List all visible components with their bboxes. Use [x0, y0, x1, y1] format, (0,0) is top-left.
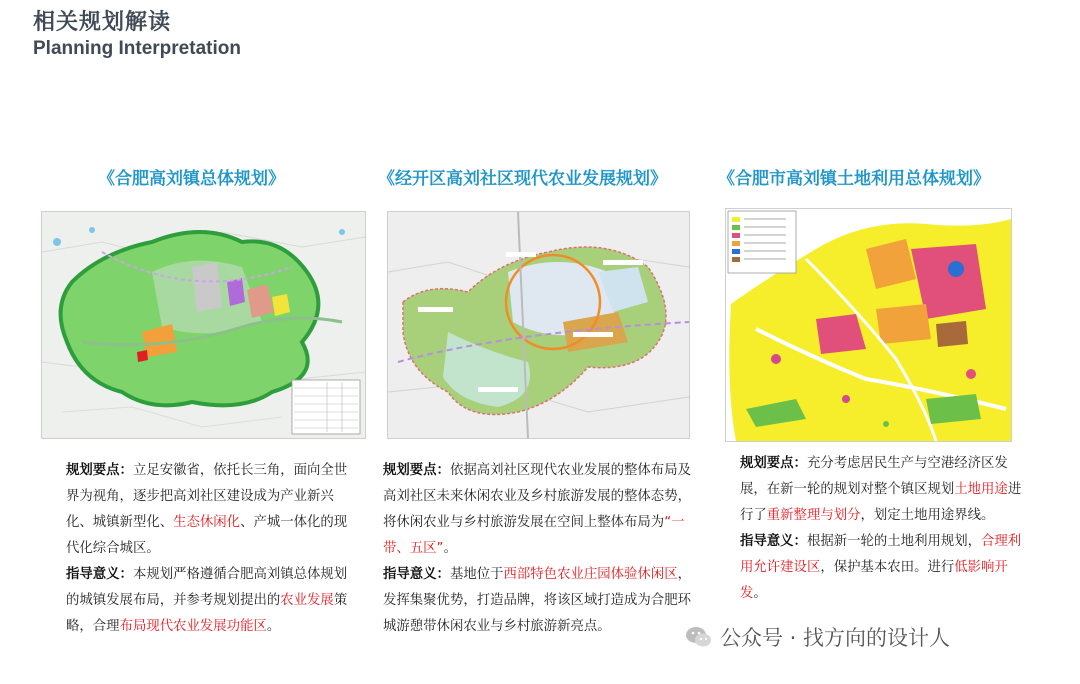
column-2-text — [383, 458, 693, 640]
guidance-label: 指导意义： — [66, 567, 133, 582]
column-1-text — [66, 458, 353, 640]
highlight-text: 西部特色农业庄园体验休闲区 — [503, 567, 678, 582]
text-span: ，保护基本农田。进行 — [820, 560, 955, 575]
key-points-2 — [383, 458, 693, 562]
key-points-3 — [740, 451, 1022, 529]
text-span: 策略，合理 — [66, 593, 348, 634]
key-points-label: 规划要点： — [740, 456, 807, 471]
wechat-icon — [684, 622, 714, 652]
agriculture-plan-map — [387, 211, 690, 439]
highlight-text: 重新整理与划分 — [766, 508, 861, 523]
highlight-text: 合理利用允许建设区 — [740, 534, 1022, 575]
column-title-3: 《合肥市高刘镇土地利用总体规划》 — [718, 169, 990, 189]
text-span: 进行了 — [740, 482, 1022, 523]
highlight-text: 农业发展 — [280, 593, 334, 608]
column-title-1: 《合肥高刘镇总体规划》 — [98, 169, 285, 189]
guidance-label: 指导意义： — [383, 567, 450, 582]
highlight-text: 布局现代农业发展功能区 — [119, 619, 267, 634]
highlight-text: 低影响开发 — [740, 560, 1008, 601]
guidance-2 — [383, 562, 693, 640]
text-span: 本规划严格遵循合肥高刘镇总体规划的城镇发展布局，并参考规划提出的 — [66, 567, 348, 608]
guidance-3 — [740, 529, 1022, 607]
text-span: 。 — [266, 619, 281, 634]
column-title-2: 《经开区高刘社区现代农业发展规划》 — [378, 169, 667, 189]
text-span: 充分考虑居民生产与空港经济区发展，在新一轮的规划对整个镇区规划 — [740, 456, 1008, 497]
text-span: 。 — [753, 586, 767, 601]
text-span: 基地位于 — [449, 567, 504, 582]
text-span: 根据新一轮的土地利用规划， — [806, 534, 982, 549]
key-points-label: 规划要点： — [66, 463, 133, 478]
text-span: 立足安徽省，依托长三角，面向全世界为视角，逐步把高刘社区建设成为产业新兴化、城镇新型化、 — [66, 463, 348, 530]
page-subtitle: Planning Interpretation — [33, 38, 241, 59]
text-span: 、产城一体化的现代化综合城区。 — [66, 515, 348, 556]
watermark-text: 公众号 · 找方向的设计人 — [720, 626, 951, 650]
key-points-label: 规划要点： — [383, 463, 450, 478]
page-title: 相关规划解读 — [33, 10, 172, 35]
guidance-label: 指导意义： — [740, 534, 807, 549]
text-span: 依据高刘社区现代农业发展的整体布局及高刘社区未来休闲农业及乡村旅游发展的整体态势，将休闲农业与乡村旅游发展在空间上整体布局为 — [383, 463, 691, 530]
land-use-map — [725, 208, 1012, 442]
text-span: ，划定土地用途界线。 — [860, 508, 995, 523]
page-header — [33, 8, 241, 60]
highlight-text: 土地用途 — [954, 482, 1008, 497]
watermark — [684, 622, 950, 652]
highlight-text: 生态休闲化 — [173, 515, 241, 530]
text-span: 。 — [443, 541, 457, 556]
column-3-text — [740, 451, 1022, 607]
key-points-1 — [66, 458, 353, 562]
text-span: ，发挥集聚优势，打造品牌，将该区域打造成为合肥环城游憩带休闲农业与乡村旅游新亮点。 — [383, 567, 691, 634]
guidance-1 — [66, 562, 353, 640]
highlight-text: “一带、五区” — [383, 515, 685, 556]
master-plan-map — [41, 211, 366, 439]
